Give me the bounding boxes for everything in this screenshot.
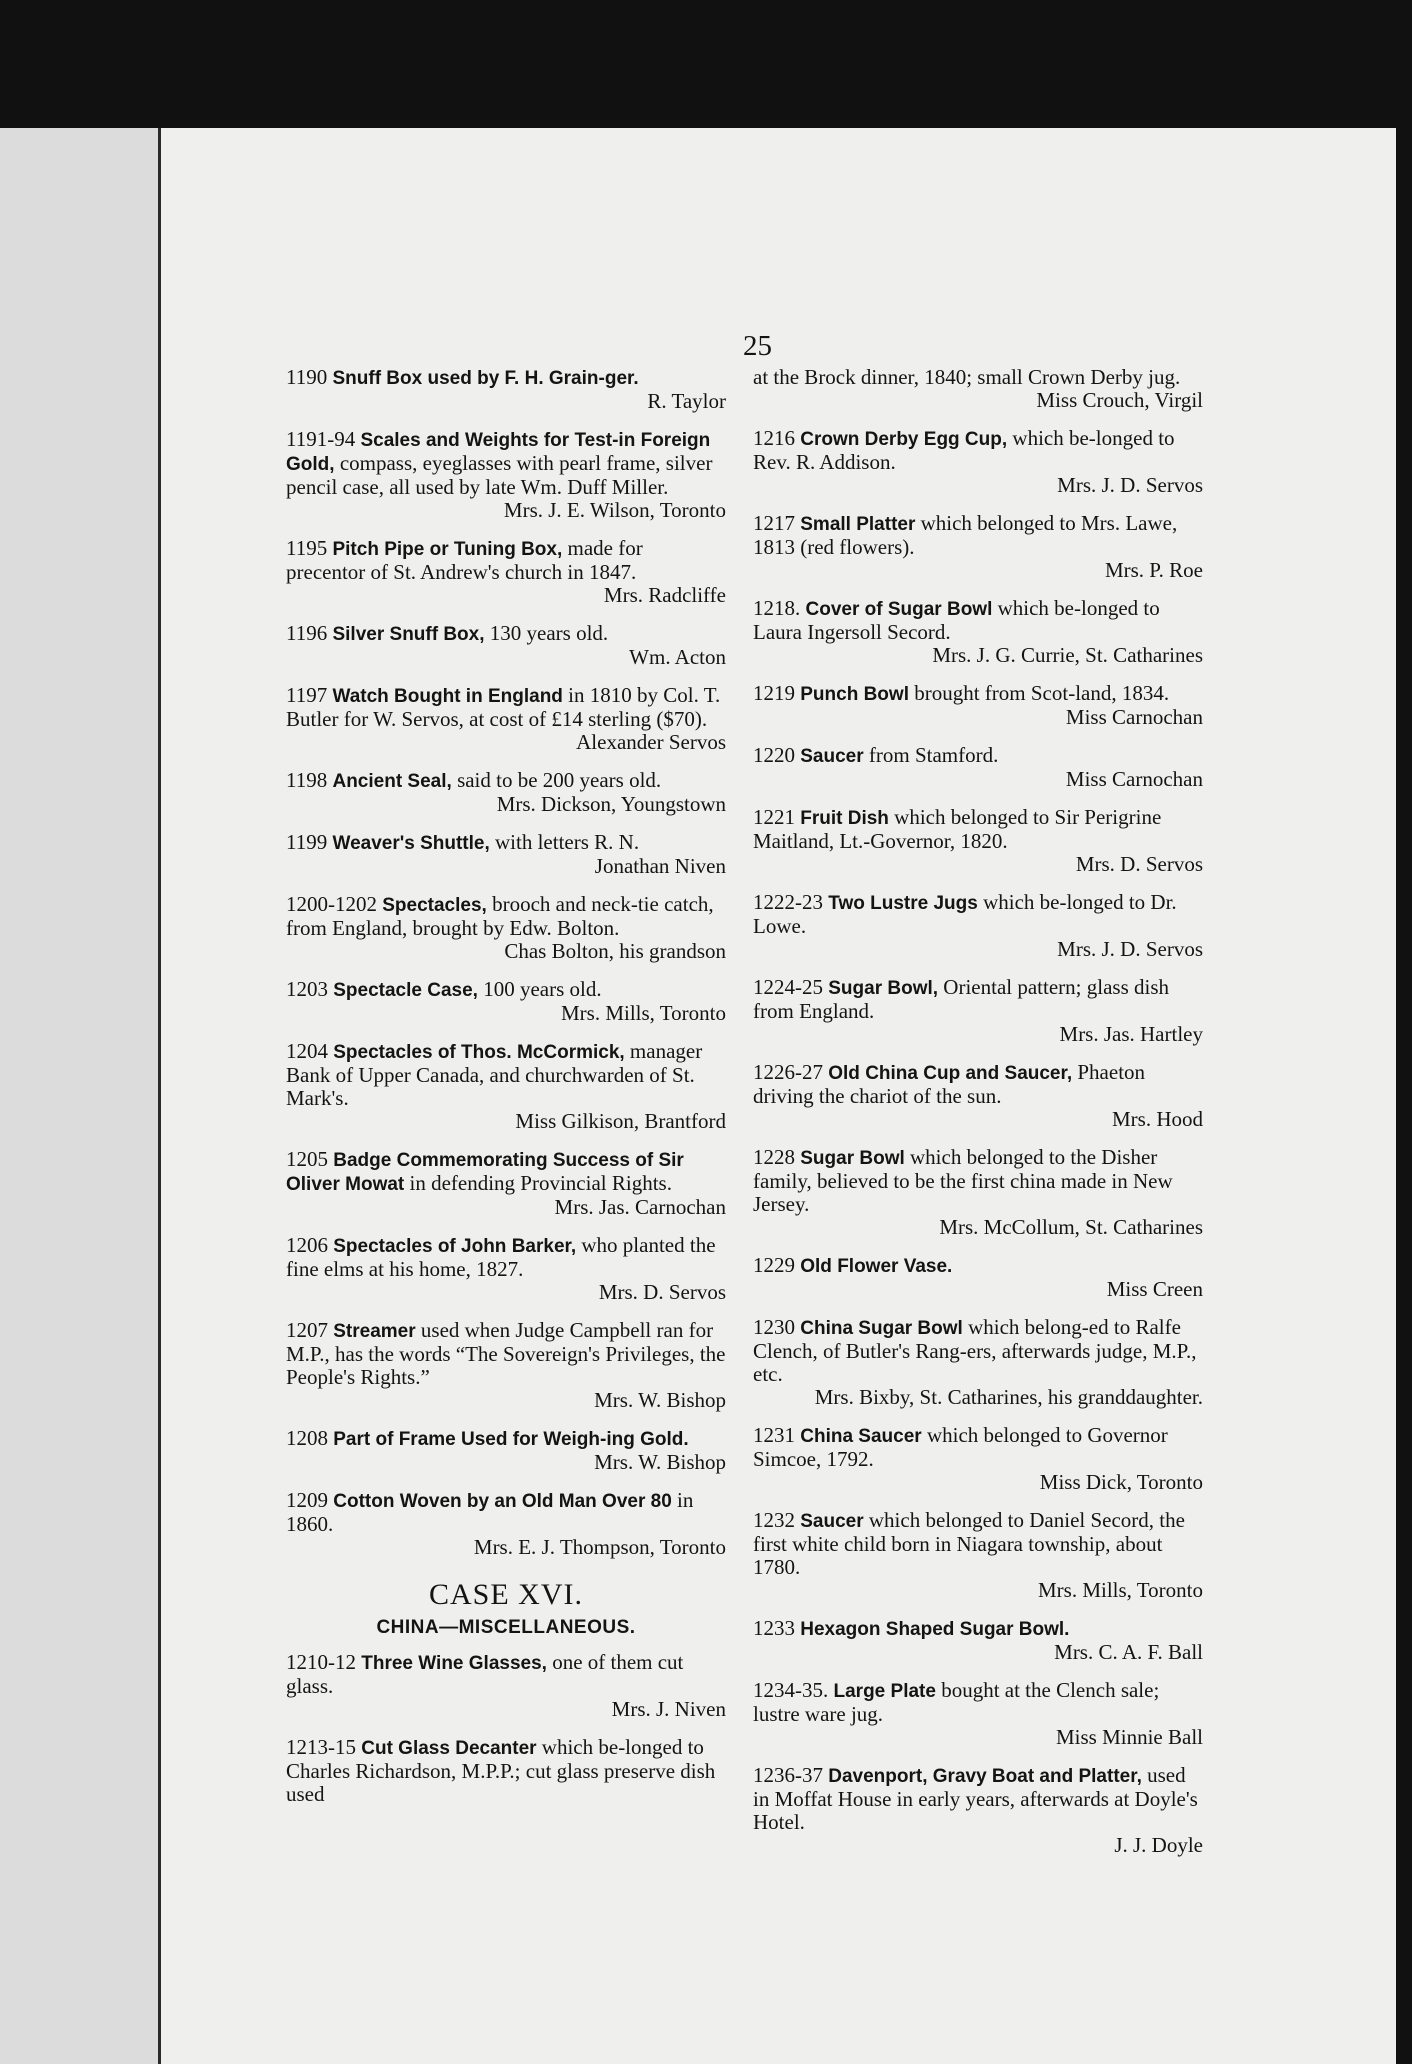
- entry-owner: Mrs. Jas. Carnochan: [554, 1195, 726, 1219]
- entry-owner: Mrs. J. Niven: [611, 1697, 726, 1721]
- entry-number: 1209: [286, 1488, 328, 1512]
- entry-title: Spectacles of John Barker,: [333, 1236, 577, 1257]
- entry-number: 1191-94: [286, 427, 356, 451]
- entry-title: Watch Bought in England: [332, 686, 563, 707]
- entry-owner: Miss Gilkison, Brantford: [515, 1109, 726, 1133]
- entry-description: brooch and neck-tie catch, from England, brought by Edw. Bolton.: [286, 892, 714, 940]
- entry-title: Hexagon Shaped Sugar Bowl.: [800, 1619, 1070, 1640]
- catalog-entry: [753, 976, 1203, 1046]
- entry-owner: Mrs. W. Bishop: [594, 1450, 726, 1474]
- catalog-entry: [286, 1427, 726, 1474]
- catalog-entry: [753, 1509, 1203, 1602]
- entry-description: which be-longed to Dr. Lowe.: [753, 890, 1177, 938]
- entry-number: 1213-15: [286, 1735, 356, 1759]
- entry-description: who planted the fine elms at his home, 1827.: [286, 1233, 716, 1281]
- entry-owner: Mrs. Bixby, St. Catharines, his granddaughter.: [814, 1385, 1203, 1409]
- entry-title: Two Lustre Jugs: [828, 893, 978, 914]
- catalog-entry: [753, 512, 1203, 582]
- entry-owner: Mrs. McCollum, St. Catharines: [939, 1215, 1203, 1239]
- catalog-entry: [286, 893, 726, 963]
- entry-title: Small Platter: [800, 514, 916, 535]
- catalog-entry: [753, 1617, 1203, 1664]
- entry-owner: Mrs. J. G. Currie, St. Catharines: [932, 643, 1203, 667]
- entry-number: 1190: [286, 365, 328, 389]
- entry-title: Badge Commemorating Success of Sir Oliver Mowat: [286, 1150, 684, 1195]
- catalog-entry: [286, 1736, 726, 1806]
- entry-title: Snuff Box used by F. H. Grain-ger.: [332, 368, 639, 389]
- entry-owner: Mrs. P. Roe: [1104, 558, 1203, 582]
- entry-description: which belonged to Mrs. Lawe, 1813 (red flowers).: [753, 511, 1178, 559]
- entry-description: brought from Scot-land, 1834.: [914, 681, 1170, 705]
- right-entry-list: [753, 366, 1203, 1857]
- entry-description: which belonged to Daniel Secord, the first white child born in Niagara township, about 1780.: [753, 1508, 1185, 1579]
- catalog-entry: [753, 597, 1203, 667]
- entry-number: 1218.: [753, 596, 801, 620]
- entry-number: 1208: [286, 1426, 328, 1450]
- entry-number: 1221: [753, 805, 795, 829]
- entry-title: Scales and Weights for Test-in Foreign Gold,: [286, 430, 711, 475]
- entry-title: Spectacle Case,: [333, 980, 478, 1001]
- catalog-entry: [753, 682, 1203, 729]
- entry-title: Spectacles of Thos. McCormick,: [333, 1042, 625, 1063]
- catalog-entry: [753, 891, 1203, 961]
- entry-number: 1210-12: [286, 1650, 356, 1674]
- entry-description: which be-longed to Charles Richardson, M.P.P.; cut glass preserve dish used: [286, 1735, 716, 1806]
- entry-owner: Mrs. Mills, Toronto: [1038, 1578, 1203, 1602]
- entry-number: 1231: [753, 1423, 795, 1447]
- entry-description: said to be 200 years old.: [457, 768, 662, 792]
- entry-title: Saucer: [800, 1511, 864, 1532]
- case-heading: CASE XVI.: [428, 1578, 583, 1611]
- case-subheading: CHINA—MISCELLANEOUS.: [376, 1617, 636, 1638]
- catalog-entry: [286, 1651, 726, 1721]
- entry-number: 1199: [286, 830, 328, 854]
- page-number: 25: [743, 330, 772, 362]
- entry-title: Streamer: [333, 1321, 416, 1342]
- entry-owner: Chas Bolton, his grandson: [504, 939, 726, 963]
- left-entry-list: [286, 366, 726, 1559]
- entry-owner: Wm. Acton: [629, 645, 726, 669]
- catalog-entry: [753, 744, 1203, 791]
- entry-owner: Mrs. W. Bishop: [594, 1388, 726, 1412]
- catalog-entry: [286, 366, 726, 413]
- entry-number: 1206: [286, 1233, 328, 1257]
- entry-number: 1226-27: [753, 1060, 823, 1084]
- entry-number: 1205: [286, 1147, 328, 1171]
- entry-owner: Mrs. Mills, Toronto: [561, 1001, 726, 1025]
- document-page: [158, 128, 1396, 2064]
- entry-title: China Saucer: [800, 1426, 922, 1447]
- entry-description: in defending Provincial Rights.: [409, 1171, 672, 1195]
- entry-title: Three Wine Glasses,: [361, 1653, 547, 1674]
- catalog-entry: [753, 1061, 1203, 1131]
- catalog-entry: [286, 622, 726, 669]
- entry-owner: Mrs. D. Servos: [598, 1280, 726, 1304]
- entry-owner: Mrs. Dickson, Youngstown: [496, 792, 726, 816]
- entry-number: 1217: [753, 511, 795, 535]
- entry-title: Sugar Bowl: [800, 1148, 905, 1169]
- entry-number: 1220: [753, 743, 795, 767]
- entry-title: Crown Derby Egg Cup,: [800, 429, 1008, 450]
- catalog-entry: [286, 537, 726, 607]
- entry-number: 1228: [753, 1145, 795, 1169]
- entry-title: Pitch Pipe or Tuning Box,: [332, 539, 563, 560]
- entry-title: Part of Frame Used for Weigh-ing Gold.: [333, 1429, 689, 1450]
- catalog-entry: [286, 684, 726, 754]
- entry-description: at the Brock dinner, 1840; small Crown Derby jug.: [753, 365, 1181, 389]
- entry-title: Silver Snuff Box,: [332, 624, 485, 645]
- entry-description: in 1810 by Col. T. Butler for W. Servos, at cost of £14 sterling ($70).: [286, 683, 721, 731]
- catalog-entry: [753, 427, 1203, 497]
- entry-number: 1195: [286, 536, 328, 560]
- entry-number: 1234-35.: [753, 1678, 829, 1702]
- entry-description: bought at the Clench sale; lustre ware jug.: [753, 1678, 1160, 1726]
- entry-title: Ancient Seal,: [332, 771, 452, 792]
- entry-number: 1200-1202: [286, 892, 377, 916]
- entry-title: Old China Cup and Saucer,: [828, 1063, 1073, 1084]
- catalog-entry: [286, 428, 726, 522]
- entry-title: Old Flower Vase.: [800, 1256, 953, 1277]
- catalog-entry: [753, 1424, 1203, 1494]
- catalog-entry: [286, 831, 726, 878]
- entry-title: Saucer: [800, 746, 864, 767]
- left-column: [286, 366, 726, 1821]
- entry-owner: Mrs. Radcliffe: [603, 583, 726, 607]
- entry-description: which belong-ed to Ralfe Clench, of Butler's Rang-ers, afterwards judge, M.P., etc.: [753, 1315, 1197, 1386]
- entry-number: 1219: [753, 681, 795, 705]
- catalog-entry: [753, 366, 1203, 412]
- entry-description: 130 years old.: [489, 621, 609, 645]
- adjacent-page-edge: [0, 128, 158, 2064]
- entry-description: used in Moffat House in early years, afterwards at Doyle's Hotel.: [753, 1763, 1198, 1834]
- entry-number: 1216: [753, 426, 795, 450]
- entry-owner: Mrs. J. D. Servos: [1057, 937, 1203, 961]
- entry-description: Oriental pattern; glass dish from England.: [753, 975, 1169, 1023]
- entry-owner: Alexander Servos: [576, 730, 726, 754]
- entry-number: 1196: [286, 621, 328, 645]
- catalog-entry: [753, 1254, 1203, 1301]
- entry-description: with letters R. N.: [495, 830, 640, 854]
- entry-description: made for precentor of St. Andrew's church in 1847.: [286, 536, 643, 584]
- entry-owner: Miss Minnie Ball: [1055, 1725, 1203, 1749]
- entry-owner: Mrs. Jas. Hartley: [1059, 1022, 1203, 1046]
- entry-description: one of them cut glass.: [286, 1650, 684, 1698]
- entry-description: which belonged to Sir Perigrine Maitland, Lt.-Governor, 1820.: [753, 805, 1162, 853]
- entry-owner: Miss Carnochan: [1065, 705, 1203, 729]
- entry-title: China Sugar Bowl: [800, 1318, 963, 1339]
- entry-description: manager Bank of Upper Canada, and churchwarden of St. Mark's.: [286, 1039, 703, 1110]
- entry-number: 1203: [286, 977, 328, 1001]
- entry-number: 1236-37: [753, 1763, 823, 1787]
- catalog-entry: [286, 1234, 726, 1304]
- catalog-entry: [753, 1764, 1203, 1857]
- entry-owner: Miss Crouch, Virgil: [1036, 388, 1203, 412]
- entry-description: in 1860.: [286, 1488, 694, 1536]
- catalog-entry: [286, 769, 726, 816]
- catalog-entry: [286, 978, 726, 1025]
- entry-owner: R. Taylor: [647, 389, 726, 413]
- entry-number: 1204: [286, 1039, 328, 1063]
- entry-owner: Mrs. Hood: [1111, 1107, 1203, 1131]
- case-entry-list: [286, 1651, 726, 1806]
- entry-owner: Miss Creen: [1106, 1277, 1203, 1301]
- right-column: [753, 366, 1203, 1872]
- entry-owner: Miss Dick, Toronto: [1039, 1470, 1203, 1494]
- entry-number: 1232: [753, 1508, 795, 1532]
- entry-title: Cotton Woven by an Old Man Over 80: [333, 1491, 672, 1512]
- catalog-entry: [753, 1146, 1203, 1239]
- entry-owner: J. J. Doyle: [1114, 1833, 1203, 1857]
- catalog-entry: [286, 1148, 726, 1219]
- entry-number: 1233: [753, 1616, 795, 1640]
- entry-owner: Mrs. D. Servos: [1075, 852, 1203, 876]
- entry-description: 100 years old.: [483, 977, 602, 1001]
- entry-title: Punch Bowl: [800, 684, 909, 705]
- catalog-entry: [286, 1489, 726, 1559]
- catalog-entry: [753, 806, 1203, 876]
- entry-title: Fruit Dish: [800, 808, 889, 829]
- entry-number: 1224-25: [753, 975, 823, 999]
- entry-description: which belonged to Governor Simcoe, 1792.: [753, 1423, 1168, 1471]
- entry-number: 1229: [753, 1253, 795, 1277]
- entry-title: Spectacles,: [382, 895, 487, 916]
- entry-owner: Mrs. E. J. Thompson, Toronto: [473, 1535, 726, 1559]
- entry-description: which be-longed to Rev. R. Addison.: [753, 426, 1175, 474]
- catalog-entry: [286, 1040, 726, 1133]
- entry-description: Phaeton driving the chariot of the sun.: [753, 1060, 1146, 1108]
- entry-description: used when Judge Campbell ran for M.P., has the words “The Sovereign's Privileges, the People's Rights.”: [286, 1318, 726, 1389]
- entry-owner: Mrs. J. E. Wilson, Toronto: [503, 498, 726, 522]
- entry-number: 1207: [286, 1318, 328, 1342]
- entry-owner: Jonathan Niven: [594, 854, 726, 878]
- entry-owner: Mrs. C. A. F. Ball: [1054, 1640, 1203, 1664]
- catalog-entry: [753, 1679, 1203, 1749]
- entry-number: 1198: [286, 768, 328, 792]
- entry-number: 1230: [753, 1315, 795, 1339]
- entry-description: which belonged to the Disher family, believed to be the first china made in New Jersey.: [753, 1145, 1173, 1216]
- entry-owner: Miss Carnochan: [1065, 767, 1203, 791]
- entry-title: Sugar Bowl,: [828, 978, 939, 999]
- entry-number: 1222-23: [753, 890, 823, 914]
- entry-description: compass, eyeglasses with pearl frame, silver pencil case, all used by late Wm. Duff Miller.: [286, 451, 713, 499]
- catalog-entry: [286, 1319, 726, 1412]
- catalog-entry: [753, 1316, 1203, 1409]
- entry-title: Cover of Sugar Bowl: [805, 599, 993, 620]
- entry-description: from Stamford.: [868, 743, 999, 767]
- entry-title: Large Plate: [833, 1681, 936, 1702]
- entry-title: Cut Glass Decanter: [361, 1738, 537, 1759]
- entry-owner: Mrs. J. D. Servos: [1057, 473, 1203, 497]
- entry-title: Weaver's Shuttle,: [332, 833, 490, 854]
- entry-title: Davenport, Gravy Boat and Platter,: [828, 1766, 1142, 1787]
- entry-description: which be-longed to Laura Ingersoll Secord.: [753, 596, 1160, 644]
- entry-number: 1197: [286, 683, 328, 707]
